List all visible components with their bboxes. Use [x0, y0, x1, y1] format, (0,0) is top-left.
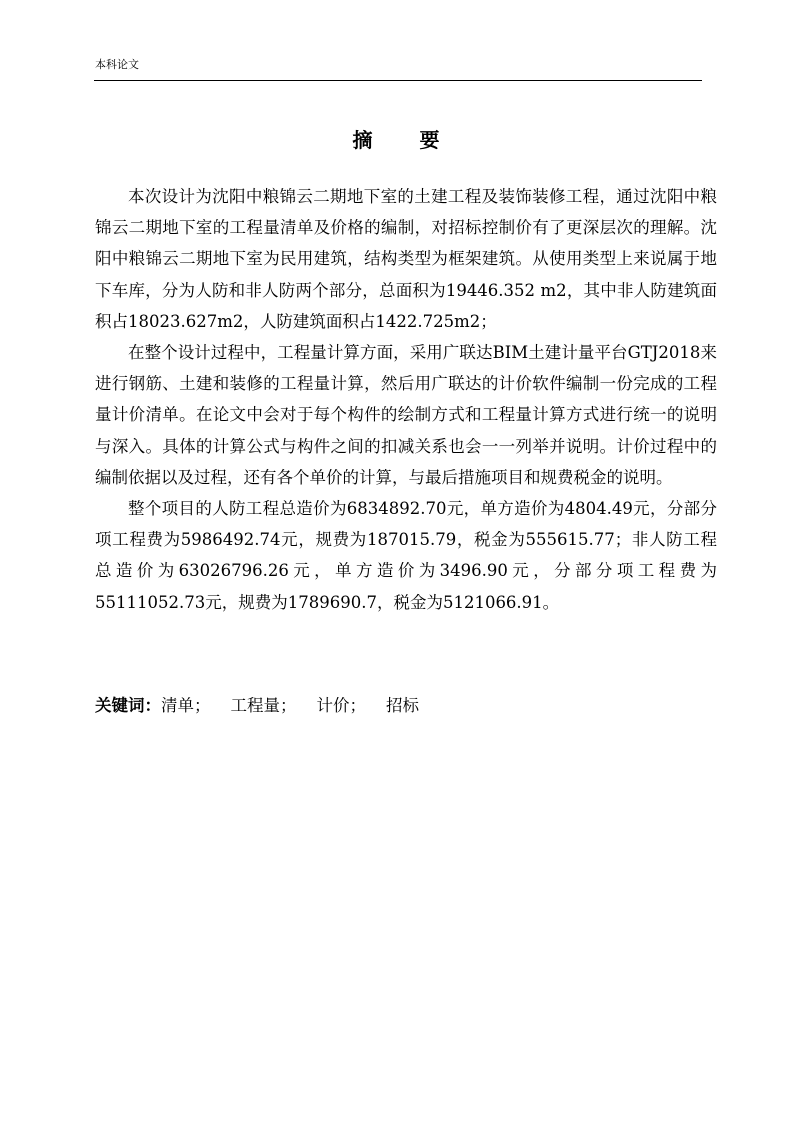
- title-char-1: 摘: [352, 128, 374, 152]
- page-title: [0, 126, 793, 154]
- abstract-paragraph-3: 整个项目的人防工程总造价为6834892.70元，单方造价为4804.49元，分部分项工程费为5986492.74元，规费为187015.79，税金为555615.77；非人防工程总造价为63026796.26元，单方造价为3496.90元，分部分项工程费为55111052.73元，规费为1789690.7，税金为5121066.91。: [95, 499, 717, 612]
- keywords-line: [95, 693, 419, 719]
- running-header: 本科论文: [95, 58, 139, 71]
- keywords-label: 关键词：: [95, 696, 161, 715]
- keyword-item: 清单；: [161, 696, 211, 715]
- title-char-2: 要: [419, 128, 441, 152]
- keyword-item: 工程量；: [230, 696, 297, 715]
- abstract-paragraph-1: 本次设计为沈阳中粮锦云二期地下室的土建工程及装饰装修工程，通过沈阳中粮锦云二期地下室的工程量清单及价格的编制，对招标控制价有了更深层次的理解。沈阳中粮锦云二期地下室为民用建筑，结构类型为框架建筑。从使用类型上来说属于地下车库，分为人防和非人防两个部分，总面积为19446.352 m2，其中非人防建筑面积占18023.627m2，人防建筑面积占1422.725m2；: [95, 187, 717, 331]
- keyword-item: 计价；: [316, 696, 366, 715]
- abstract-paragraph-2: 在整个设计过程中，工程量计算方面，采用广联达BIM土建计量平台GTJ2018来进行钢筋、土建和装修的工程量计算，然后用广联达的计价软件编制一份完成的工程量计价清单。在论文中会对于每个构件的绘制方式和工程量计算方式进行统一的说明与深入。具体的计算公式与构件之间的扣减关系也会一一列举并说明。计价过程中的编制依据以及过程，还有各个单价的计算，与最后措施项目和规费税金的说明。: [95, 343, 717, 487]
- header-divider: [94, 80, 702, 81]
- keyword-item: 招标: [386, 696, 419, 715]
- abstract-body: [95, 181, 717, 618]
